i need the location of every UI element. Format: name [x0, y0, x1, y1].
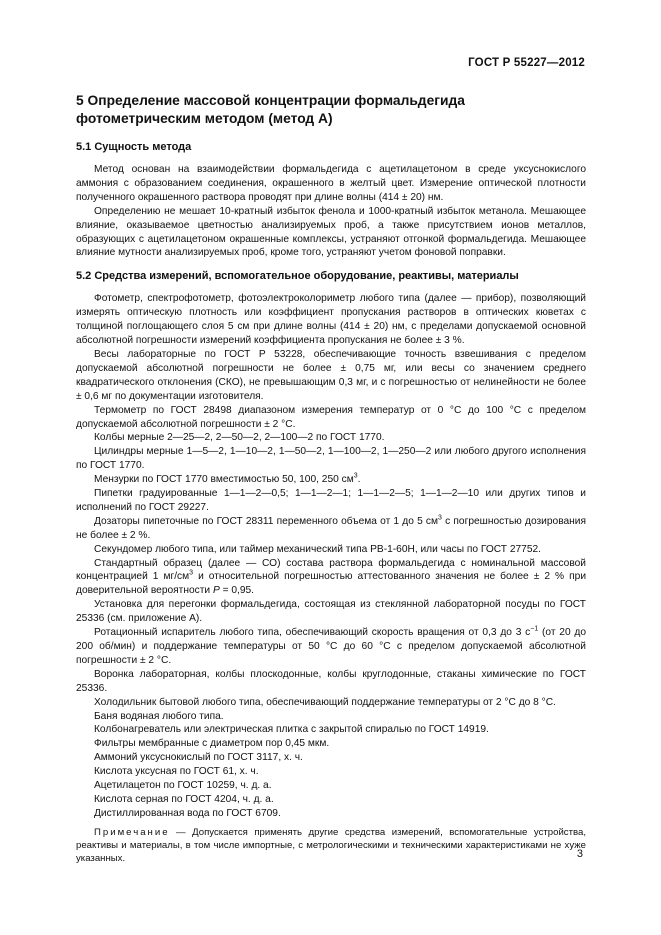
paragraph: Дистиллированная вода по ГОСТ 6709. — [94, 807, 281, 819]
paragraph: Колбонагреватель или электрическая плитка с закрытой спиралью по ГОСТ 14919. — [94, 724, 489, 736]
document-code: ГОСТ Р 55227—2012 — [468, 57, 585, 69]
note-text: — Допускается применять другие средства измерений, вспомогательные устройства, реактивы и материалы, в том числе импортные, с метрологическими и техническими характеристиками не хуже указанных. — [76, 826, 586, 865]
paragraph: Стандартный образец (далее — СО) состава раствора формальдегида с номинальной массовой концентрацией 1 $мг/см^3$ и относительной погрешностью аттестованного значения не более ± 2 % при доверительной вероятности P = 0,95. — [76, 557, 587, 597]
paragraph: Мензурки по ГОСТ 1770 вместимостью 50, 100, 250 $см^3$. — [94, 472, 361, 486]
paragraph: Метод основан на взаимодействии формальдегида с ацетилацетоном в среде уксуснокислого аммония с образованием соединения, окрашенного в желтый цвет. Измерение оптической плотности полученного окрашенного раствора проводят при длине волны (414 ± 20) нм. — [76, 164, 586, 203]
subsection-title-5-2: 5.2 Средства измерений, вспомогательное оборудование, реактивы, материалы — [76, 270, 519, 283]
subsection-title-5-1: 5.1 Сущность метода — [76, 141, 192, 153]
page-number: 3 — [576, 848, 583, 860]
paragraph: Баня водяная любого типа. — [94, 710, 224, 722]
paragraph: Аммоний уксуснокислый по ГОСТ 3117, х. ч. — [94, 752, 303, 764]
section-title: 5 Определение массовой концентрации формальдегида фотометрическим методом (метод А) — [76, 93, 465, 126]
paragraph: Дозаторы пипеточные по ГОСТ 28311 переменного объема от 1 до 5 $см^3$ с погрешностью дозирования не более ± 2 %. — [76, 514, 586, 541]
paragraph: Термометр по ГОСТ 28498 диапазоном измерения температур от 0 °С до 100 °С с пределом допускаемой абсолютной погрешности ± 2 °С. — [76, 404, 586, 430]
paragraph: Весы лабораторные по ГОСТ Р 53228, обеспечивающие точность взвешивания с пределом допускаемой абсолютной погрешности не более ± 0,75 мг, или весы со значением среднего квадратического отклонения (СКО), не превышающим 0,3 мг, и с погрешностью от нелинейности не более ± 0,6 мг по документации изготовителя. — [76, 348, 586, 402]
paragraph: Холодильник бытовой любого типа, обеспечивающий поддержание температуры от 2 °С до 8 °С. — [94, 696, 556, 708]
paragraph: Кислота серная по ГОСТ 4204, ч. д. а. — [94, 793, 274, 805]
paragraph: Колбы мерные 2—25—2, 2—50—2, 2—100—2 по ГОСТ 1770. — [94, 432, 385, 444]
note — [76, 826, 586, 866]
paragraph: Фотометр, спектрофотометр, фотоэлектроколориметр любого типа (далее — прибор), позволяющий измерять оптическую плотность или коэффициент пропускания растворов в оптических кюветах с толщиной поглощающего слоя 5 см при длине волны (414 ± 20) нм, с пределами допускаемой основной абсолютной погрешности измерений коэффициента пропускания не более ± 3 %. — [76, 293, 586, 347]
paragraph: Ацетилацетон по ГОСТ 10259, ч. д. а. — [94, 780, 272, 792]
paragraph: Фильтры мембранные с диаметром пор 0,45 мкм. — [94, 738, 330, 750]
paragraph: Кислота уксусная по ГОСТ 61, х. ч. — [94, 766, 259, 778]
paragraph: Ротационный испаритель любого типа, обеспечивающий скорость вращения от 0,3 до 3 $с^{-1}$ (от 20 до 200 об/мин) и поддержание температуры от 50 °С до 60 °С с пределом допускаемой абсолютной погрешности ± 2 °С. — [76, 625, 586, 666]
note-label: Примечание — [94, 826, 170, 838]
paragraph: Пипетки градуированные 1—1—2—0,5; 1—1—2—1; 1—1—2—5; 1—1—2—10 или других типов и исполнений по ГОСТ 29227. — [76, 488, 586, 513]
paragraph: Цилиндры мерные 1—5—2, 1—10—2, 1—50—2, 1—100—2, 1—250—2 или любого другого исполнения по ГОСТ 1770. — [76, 446, 586, 472]
paragraph: Установка для перегонки формальдегида, состоящая из стеклянной лабораторной посуды по ГОСТ 25336 (см. приложение А). — [76, 599, 586, 625]
page-content — [76, 92, 586, 865]
paragraph: Воронка лабораторная, колбы плоскодонные, колбы круглодонные, стаканы химические по ГОСТ 25336. — [76, 668, 586, 694]
paragraph: Определению не мешает 10-кратный избыток фенола и 1000-кратный избыток метанола. Мешающее влияние, оказываемое цветностью анализируемых проб, а также присутствием ионов металлов, образующих с ацетилацетоном окрашенные комплексы, устраняют отгонкой формальдегида. Мешающее влияние мутности анализируемых проб, кроме того, устраняют учетом фоновой поправки. — [76, 205, 586, 259]
paragraph: Секундомер любого типа, или таймер механический типа РВ-1-60Н, или часы по ГОСТ 27752. — [94, 543, 541, 555]
